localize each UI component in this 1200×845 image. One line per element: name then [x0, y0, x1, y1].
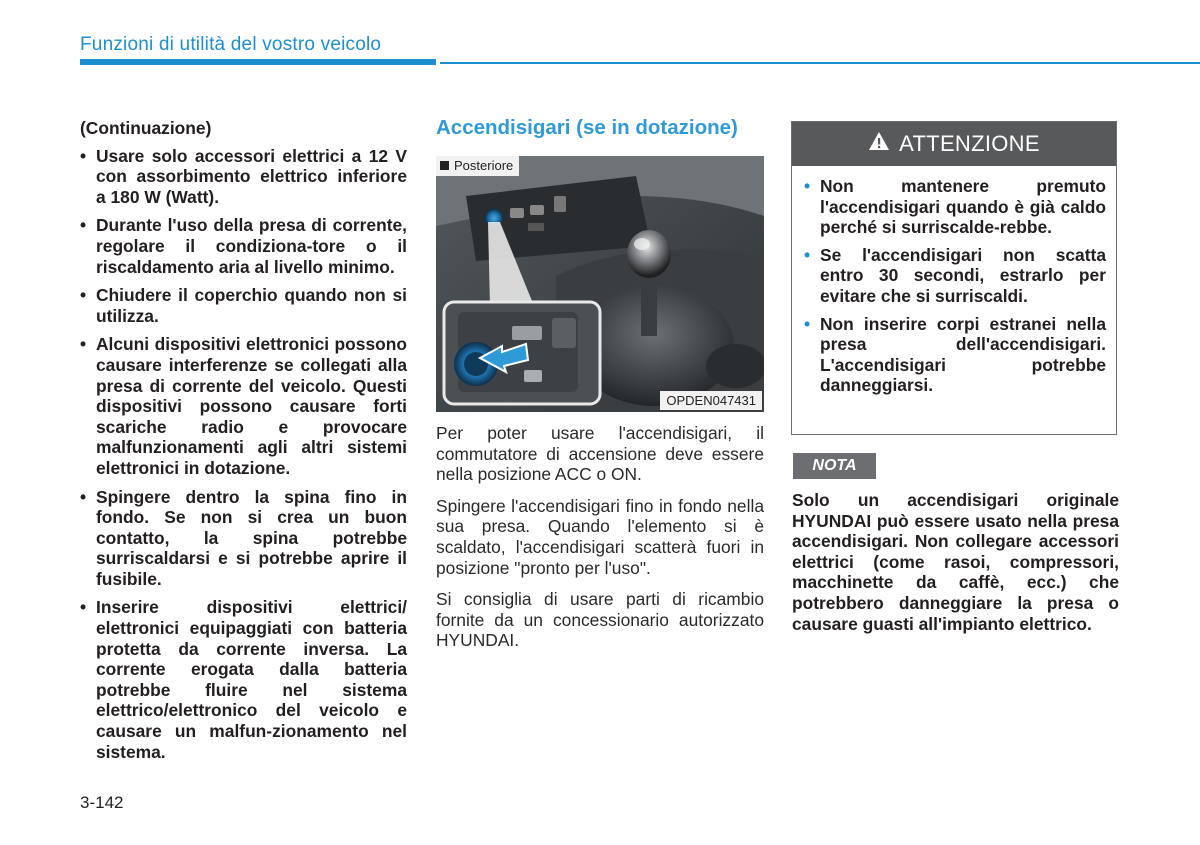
paragraph: Per poter usare l'accendisigari, il commutatore di accensione deve essere nella posizione ACC o ON.: [436, 423, 764, 485]
list-item: • Se l'accendisigari non scatta entro 30 secondi, estrarlo per evitare che si surriscaldi.: [802, 245, 1106, 307]
column-left: [80, 118, 407, 770]
square-bullet-icon: [440, 161, 449, 170]
list-item: • Inserire dispositivi elettrici/ elettronici equipaggiati con batteria protetta da corrente inversa. La corrente erogata dalla batteria potrebbe fluire nel sistema elettrico/elettronico del veicolo e causare un malfun-zionamento nel sistema.: [80, 597, 407, 762]
figure-label: [436, 156, 519, 176]
caution-list: [80, 146, 407, 763]
paragraph: Si consiglia di usare parti di ricambio fornite da un concessionario autorizzato HYUNDAI.: [436, 589, 764, 651]
list-item: • Alcuni dispositivi elettronici possono causare interferenze se collegati alla presa di corrente del veicolo. Questi dispositivi possono causare forti scariche radio e provocare malfunzionamenti agli altri sistemi elettronici in dotazione.: [80, 334, 407, 478]
warning-triangle-icon: [868, 131, 890, 157]
list-item: • Non mantenere premuto l'accendisigari quando è già caldo perché si surriscalde-rebbe.: [802, 176, 1106, 238]
chapter-title: Funzioni di utilità del vostro veicolo: [80, 34, 382, 55]
section-title: Accendisigari (se in dotazione): [436, 116, 738, 139]
section-body: [436, 423, 764, 662]
note-text: Solo un accendisigari originale HYUNDAI può essere usato nella presa accendisigari. Non collegare accessori elettrici (come rasoi, compressori, macchinette da caffè, ecc.) che potrebbero danneggiare la presa o causare guasti all'impianto elettrico.: [792, 490, 1119, 634]
column-middle: [436, 116, 764, 651]
warning-title: ATTENZIONE: [899, 131, 1040, 156]
warning-list: [792, 166, 1116, 396]
note-badge: NOTA: [793, 453, 876, 479]
header-rule: [440, 62, 1200, 64]
list-item: • Durante l'uso della presa di corrente, regolare il condiziona-tore o il riscaldamento aria al livello minimo.: [80, 215, 407, 277]
cigarette-lighter-figure: [436, 156, 764, 412]
figure-code: OPDEN047431: [660, 391, 762, 410]
console-illustration: [436, 156, 764, 412]
warning-box: [791, 121, 1117, 435]
list-item: • Chiudere il coperchio quando non si utilizza.: [80, 285, 407, 326]
list-item: • Non inserire corpi estranei nella presa dell'accendisigari. L'accendisigari potrebbe danneggiarsi.: [802, 314, 1106, 396]
header-accent-bar: [80, 59, 436, 65]
warning-header: [792, 122, 1116, 166]
figure-label-text: Posteriore: [454, 158, 514, 173]
paragraph: Spingere l'accendisigari fino in fondo nella sua presa. Quando l'elemento si è scaldato, l'accendisigari scatterà fuori in posizione "pronto per l'uso".: [436, 495, 764, 578]
list-item: • Spingere dentro la spina fino in fondo. Se non si crea un buon contatto, la spina potrebbe surriscaldarsi e si potrebbe aprire il fusibile.: [80, 487, 407, 590]
page-number: 3-142: [80, 793, 124, 812]
continuation-label: (Continuazione): [80, 118, 212, 138]
list-item: • Usare solo accessori elettrici a 12 V con assorbimento elettrico inferiore a 180 W (Watt).: [80, 146, 407, 208]
